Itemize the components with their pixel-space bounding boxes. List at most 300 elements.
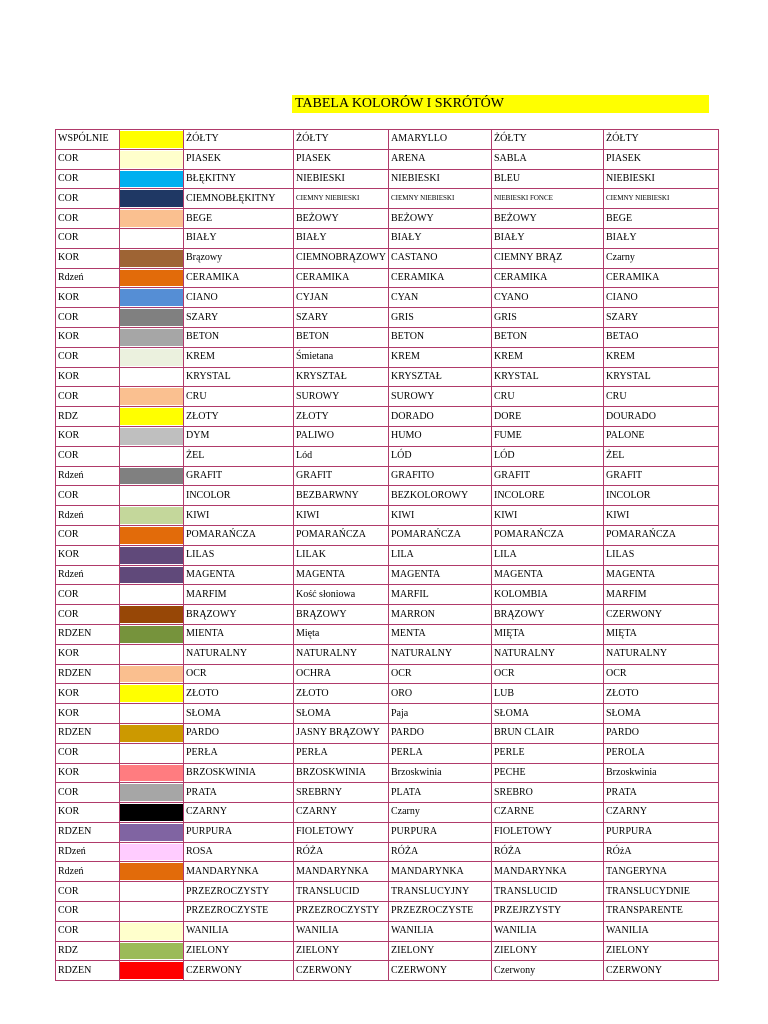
name-cell-c1: PRZEZROCZYSTY	[184, 882, 294, 902]
name-cell-c3: CASTANO	[389, 248, 492, 268]
name-cell-c1: SŁOMA	[184, 704, 294, 724]
name-cell-c1: LILAS	[184, 545, 294, 565]
table-row	[56, 902, 719, 922]
table-row	[56, 803, 719, 823]
name-cell-c5: SZARY	[604, 308, 719, 328]
color-swatch	[120, 646, 183, 663]
color-swatch-cell	[120, 684, 184, 704]
name-cell-c2: CIEMNOBRĄZOWY	[294, 248, 389, 268]
name-cell-c4: FUME	[492, 426, 604, 446]
table-row	[56, 585, 719, 605]
name-cell-c2: BRĄZOWY	[294, 605, 389, 625]
name-cell-c3: PARDO	[389, 723, 492, 743]
name-cell-c5: TANGERYNA	[604, 862, 719, 882]
color-swatch	[120, 270, 183, 287]
color-table	[55, 129, 719, 981]
name-cell-c4: SŁOMA	[492, 704, 604, 724]
name-cell-c2: PERŁA	[294, 743, 389, 763]
color-swatch-cell	[120, 228, 184, 248]
color-swatch-cell	[120, 149, 184, 169]
name-cell-c5: NIEBIESKI	[604, 169, 719, 189]
name-cell-c4: ZIELONY	[492, 941, 604, 961]
table-row	[56, 525, 719, 545]
name-cell-c5: CRU	[604, 387, 719, 407]
code-cell: RDZEN	[56, 822, 120, 842]
name-cell-c2: ZIELONY	[294, 941, 389, 961]
color-swatch-cell	[120, 941, 184, 961]
name-cell-c2: RÓŻA	[294, 842, 389, 862]
table-row	[56, 466, 719, 486]
name-cell-c4: PERLE	[492, 743, 604, 763]
name-cell-c4: MIĘTA	[492, 624, 604, 644]
name-cell-c2: WANILIA	[294, 921, 389, 941]
color-swatch	[120, 171, 183, 188]
table-row	[56, 783, 719, 803]
color-swatch-cell	[120, 585, 184, 605]
name-cell-c4: OCR	[492, 664, 604, 684]
name-cell-c3: CZERWONY	[389, 961, 492, 981]
name-cell-c5: BEGE	[604, 209, 719, 229]
name-cell-c3: Paja	[389, 704, 492, 724]
name-cell-c2: SZARY	[294, 308, 389, 328]
table-row	[56, 327, 719, 347]
name-cell-c2: Lód	[294, 446, 389, 466]
name-cell-c4: BIAŁY	[492, 228, 604, 248]
name-cell-c1: CZERWONY	[184, 961, 294, 981]
name-cell-c5: CERAMIKA	[604, 268, 719, 288]
table-row	[56, 743, 719, 763]
code-cell: Rdzeń	[56, 862, 120, 882]
name-cell-c3: MARRON	[389, 605, 492, 625]
name-cell-c2: ŻÓŁTY	[294, 130, 389, 150]
code-cell: COR	[56, 783, 120, 803]
color-swatch	[120, 131, 183, 148]
name-cell-c4: KIWI	[492, 506, 604, 526]
code-cell: COR	[56, 228, 120, 248]
color-swatch	[120, 468, 183, 485]
table-row	[56, 426, 719, 446]
name-cell-c1: CIEMNOBŁĘKITNY	[184, 189, 294, 209]
name-cell-c5: PEROLA	[604, 743, 719, 763]
name-cell-c5: RÓżA	[604, 842, 719, 862]
color-swatch	[120, 844, 183, 861]
code-cell: RDZEN	[56, 723, 120, 743]
name-cell-c4: LÓD	[492, 446, 604, 466]
name-cell-c4: POMARAŃCZA	[492, 525, 604, 545]
name-cell-c3: NATURALNY	[389, 644, 492, 664]
name-cell-c5: KRYSTAL	[604, 367, 719, 387]
code-cell: KOR	[56, 545, 120, 565]
name-cell-c3: NIEBIESKI	[389, 169, 492, 189]
name-cell-c5: BETAO	[604, 327, 719, 347]
code-cell: COR	[56, 149, 120, 169]
color-swatch-cell	[120, 921, 184, 941]
name-cell-c4: WANILIA	[492, 921, 604, 941]
color-swatch	[120, 507, 183, 524]
name-cell-c3: OCR	[389, 664, 492, 684]
color-swatch-cell	[120, 288, 184, 308]
name-cell-c3: MANDARYNKA	[389, 862, 492, 882]
color-swatch-cell	[120, 169, 184, 189]
color-swatch-cell	[120, 822, 184, 842]
code-cell: COR	[56, 585, 120, 605]
code-cell: WSPÓLNIE	[56, 130, 120, 150]
code-cell: KOR	[56, 763, 120, 783]
color-swatch	[120, 765, 183, 782]
name-cell-c2: KRYSZTAŁ	[294, 367, 389, 387]
table-row	[56, 486, 719, 506]
name-cell-c2: TRANSLUCID	[294, 882, 389, 902]
name-cell-c2: CIEMNY NIEBIESKI	[294, 189, 389, 209]
name-cell-c5: CIANO	[604, 288, 719, 308]
name-cell-c3: GRAFITO	[389, 466, 492, 486]
color-swatch-cell	[120, 327, 184, 347]
color-swatch-cell	[120, 644, 184, 664]
name-cell-c5: POMARAŃCZA	[604, 525, 719, 545]
name-cell-c5: BIAŁY	[604, 228, 719, 248]
table-row	[56, 763, 719, 783]
name-cell-c2: SUROWY	[294, 387, 389, 407]
code-cell: COR	[56, 446, 120, 466]
name-cell-c5: ŻÓŁTY	[604, 130, 719, 150]
name-cell-c4: ŻÓŁTY	[492, 130, 604, 150]
table-row	[56, 308, 719, 328]
color-swatch-cell	[120, 961, 184, 981]
name-cell-c1: BRĄZOWY	[184, 605, 294, 625]
name-cell-c1: ŻÓŁTY	[184, 130, 294, 150]
color-swatch-cell	[120, 426, 184, 446]
color-swatch	[120, 626, 183, 643]
color-swatch-cell	[120, 387, 184, 407]
name-cell-c5: ŻEL	[604, 446, 719, 466]
color-swatch	[120, 289, 183, 306]
color-swatch	[120, 527, 183, 544]
color-swatch-cell	[120, 902, 184, 922]
name-cell-c3: LILA	[389, 545, 492, 565]
name-cell-c2: NATURALNY	[294, 644, 389, 664]
table-row	[56, 209, 719, 229]
name-cell-c5: DOURADO	[604, 407, 719, 427]
name-cell-c2: CERAMIKA	[294, 268, 389, 288]
color-swatch-cell	[120, 268, 184, 288]
name-cell-c3: MENTA	[389, 624, 492, 644]
table-row	[56, 723, 719, 743]
name-cell-c4: GRAFIT	[492, 466, 604, 486]
color-swatch-cell	[120, 248, 184, 268]
name-cell-c2: NIEBIESKI	[294, 169, 389, 189]
name-cell-c3: RÓŻA	[389, 842, 492, 862]
page-title: TABELA KOLORÓW I SKRÓTÓW	[292, 95, 709, 113]
code-cell: COR	[56, 387, 120, 407]
name-cell-c2: BIAŁY	[294, 228, 389, 248]
name-cell-c4: NATURALNY	[492, 644, 604, 664]
color-swatch	[120, 349, 183, 366]
name-cell-c5: Czarny	[604, 248, 719, 268]
table-row	[56, 130, 719, 150]
name-cell-c3: HUMO	[389, 426, 492, 446]
name-cell-c1: MIENTA	[184, 624, 294, 644]
name-cell-c3: KIWI	[389, 506, 492, 526]
color-swatch-cell	[120, 704, 184, 724]
code-cell: COR	[56, 347, 120, 367]
color-swatch-cell	[120, 466, 184, 486]
name-cell-c3: GRIS	[389, 308, 492, 328]
name-cell-c3: BETON	[389, 327, 492, 347]
color-swatch-cell	[120, 506, 184, 526]
name-cell-c3: ORO	[389, 684, 492, 704]
name-cell-c4: KRYSTAL	[492, 367, 604, 387]
name-cell-c1: PIASEK	[184, 149, 294, 169]
name-cell-c1: ZIELONY	[184, 941, 294, 961]
name-cell-c1: CRU	[184, 387, 294, 407]
color-swatch	[120, 230, 183, 247]
table-row	[56, 506, 719, 526]
color-swatch	[120, 547, 183, 564]
table-row	[56, 921, 719, 941]
name-cell-c1: PERŁA	[184, 743, 294, 763]
table-row	[56, 644, 719, 664]
name-cell-c4: RÓŻA	[492, 842, 604, 862]
name-cell-c4: LILA	[492, 545, 604, 565]
name-cell-c2: GRAFIT	[294, 466, 389, 486]
table-row	[56, 684, 719, 704]
name-cell-c2: CYJAN	[294, 288, 389, 308]
name-cell-c2: ZŁOTO	[294, 684, 389, 704]
name-cell-c4: PRZEJRZYSTY	[492, 902, 604, 922]
code-cell: KOR	[56, 288, 120, 308]
table-row	[56, 822, 719, 842]
name-cell-c5: LILAS	[604, 545, 719, 565]
name-cell-c5: MIĘTA	[604, 624, 719, 644]
name-cell-c2: SŁOMA	[294, 704, 389, 724]
color-swatch-cell	[120, 624, 184, 644]
color-swatch-cell	[120, 803, 184, 823]
name-cell-c5: CZERWONY	[604, 605, 719, 625]
name-cell-c3: ZIELONY	[389, 941, 492, 961]
name-cell-c3: PURPURA	[389, 822, 492, 842]
name-cell-c4: BRUN CLAIR	[492, 723, 604, 743]
color-swatch	[120, 685, 183, 702]
name-cell-c3: SUROWY	[389, 387, 492, 407]
code-cell: Rdzeń	[56, 506, 120, 526]
name-cell-c4: PECHE	[492, 763, 604, 783]
name-cell-c3: KRYSZTAŁ	[389, 367, 492, 387]
name-cell-c3: PLATA	[389, 783, 492, 803]
code-cell: COR	[56, 921, 120, 941]
table-row	[56, 605, 719, 625]
name-cell-c3: TRANSLUCYJNY	[389, 882, 492, 902]
name-cell-c2: PIASEK	[294, 149, 389, 169]
code-cell: COR	[56, 486, 120, 506]
name-cell-c2: CZERWONY	[294, 961, 389, 981]
color-swatch-cell	[120, 763, 184, 783]
color-swatch	[120, 923, 183, 940]
name-cell-c5: OCR	[604, 664, 719, 684]
color-swatch-cell	[120, 862, 184, 882]
table-row	[56, 228, 719, 248]
table-row	[56, 268, 719, 288]
table-row	[56, 842, 719, 862]
table-row	[56, 169, 719, 189]
code-cell: KOR	[56, 426, 120, 446]
color-swatch-cell	[120, 882, 184, 902]
code-cell: COR	[56, 308, 120, 328]
color-swatch-cell	[120, 605, 184, 625]
color-swatch-cell	[120, 486, 184, 506]
name-cell-c3: CIEMNY NIEBIESKI	[389, 189, 492, 209]
color-swatch	[120, 329, 183, 346]
code-cell: RDZEN	[56, 961, 120, 981]
color-swatch-cell	[120, 664, 184, 684]
name-cell-c1: OCR	[184, 664, 294, 684]
name-cell-c1: BIAŁY	[184, 228, 294, 248]
name-cell-c4: CZARNE	[492, 803, 604, 823]
code-cell: COR	[56, 902, 120, 922]
name-cell-c4: BEŻOWY	[492, 209, 604, 229]
name-cell-c4: BRĄZOWY	[492, 605, 604, 625]
name-cell-c5: TRANSLUCYDNIE	[604, 882, 719, 902]
color-swatch	[120, 309, 183, 326]
name-cell-c1: ZŁOTY	[184, 407, 294, 427]
name-cell-c1: Brązowy	[184, 248, 294, 268]
code-cell: Rdzeń	[56, 268, 120, 288]
code-cell: KOR	[56, 644, 120, 664]
name-cell-c1: BETON	[184, 327, 294, 347]
table-row	[56, 248, 719, 268]
color-swatch-cell	[120, 842, 184, 862]
name-cell-c1: INCOLOR	[184, 486, 294, 506]
color-swatch	[120, 903, 183, 920]
code-cell: RDZEN	[56, 624, 120, 644]
name-cell-c1: SZARY	[184, 308, 294, 328]
name-cell-c2: PALIWO	[294, 426, 389, 446]
color-swatch	[120, 428, 183, 445]
code-cell: COR	[56, 209, 120, 229]
name-cell-c5: CZARNY	[604, 803, 719, 823]
name-cell-c1: PRZEZROCZYSTE	[184, 902, 294, 922]
color-swatch-cell	[120, 446, 184, 466]
table-row	[56, 387, 719, 407]
name-cell-c2: BETON	[294, 327, 389, 347]
color-swatch	[120, 190, 183, 207]
name-cell-c4: FIOLETOWY	[492, 822, 604, 842]
name-cell-c3: LÓD	[389, 446, 492, 466]
color-swatch	[120, 745, 183, 762]
name-cell-c1: MANDARYNKA	[184, 862, 294, 882]
name-cell-c4: BLEU	[492, 169, 604, 189]
color-swatch-cell	[120, 347, 184, 367]
name-cell-c3: AMARYLLO	[389, 130, 492, 150]
color-swatch	[120, 250, 183, 267]
name-cell-c1: MARFIM	[184, 585, 294, 605]
table-row	[56, 407, 719, 427]
name-cell-c5: TRANSPARENTE	[604, 902, 719, 922]
color-swatch	[120, 567, 183, 584]
name-cell-c5: KREM	[604, 347, 719, 367]
name-cell-c3: DORADO	[389, 407, 492, 427]
table-row	[56, 704, 719, 724]
name-cell-c1: KIWI	[184, 506, 294, 526]
name-cell-c3: KREM	[389, 347, 492, 367]
name-cell-c5: ZŁOTO	[604, 684, 719, 704]
name-cell-c3: PERLA	[389, 743, 492, 763]
name-cell-c5: Brzoskwinia	[604, 763, 719, 783]
name-cell-c4: KOLOMBIA	[492, 585, 604, 605]
name-cell-c1: BŁĘKITNY	[184, 169, 294, 189]
name-cell-c2: BRZOSKWINIA	[294, 763, 389, 783]
code-cell: KOR	[56, 803, 120, 823]
color-swatch-cell	[120, 209, 184, 229]
name-cell-c5: NATURALNY	[604, 644, 719, 664]
color-swatch	[120, 705, 183, 722]
color-swatch	[120, 962, 183, 979]
name-cell-c1: DYM	[184, 426, 294, 446]
name-cell-c2: JASNY BRĄZOWY	[294, 723, 389, 743]
code-cell: COR	[56, 605, 120, 625]
name-cell-c5: ZIELONY	[604, 941, 719, 961]
name-cell-c2: POMARAŃCZA	[294, 525, 389, 545]
color-swatch	[120, 388, 183, 405]
code-cell: COR	[56, 169, 120, 189]
table-row	[56, 149, 719, 169]
name-cell-c3: WANILIA	[389, 921, 492, 941]
color-swatch	[120, 824, 183, 841]
name-cell-c3: Brzoskwinia	[389, 763, 492, 783]
name-cell-c4: INCOLORE	[492, 486, 604, 506]
color-swatch-cell	[120, 743, 184, 763]
code-cell: COR	[56, 189, 120, 209]
name-cell-c4: MANDARYNKA	[492, 862, 604, 882]
name-cell-c1: PRATA	[184, 783, 294, 803]
name-cell-c4: GRIS	[492, 308, 604, 328]
name-cell-c2: MANDARYNKA	[294, 862, 389, 882]
code-cell: RDzeń	[56, 842, 120, 862]
name-cell-c4: MAGENTA	[492, 565, 604, 585]
name-cell-c2: KIWI	[294, 506, 389, 526]
name-cell-c1: BEGE	[184, 209, 294, 229]
code-cell: KOR	[56, 248, 120, 268]
name-cell-c2: MAGENTA	[294, 565, 389, 585]
name-cell-c2: FIOLETOWY	[294, 822, 389, 842]
name-cell-c5: CZERWONY	[604, 961, 719, 981]
name-cell-c4: CRU	[492, 387, 604, 407]
name-cell-c4: BETON	[492, 327, 604, 347]
name-cell-c5: PIASEK	[604, 149, 719, 169]
code-cell: COR	[56, 882, 120, 902]
name-cell-c1: POMARAŃCZA	[184, 525, 294, 545]
name-cell-c5: PURPURA	[604, 822, 719, 842]
name-cell-c3: MARFIL	[389, 585, 492, 605]
name-cell-c3: BEZKOLOROWY	[389, 486, 492, 506]
code-cell: RDZEN	[56, 664, 120, 684]
color-swatch-cell	[120, 783, 184, 803]
color-swatch	[120, 725, 183, 742]
name-cell-c3: CERAMIKA	[389, 268, 492, 288]
code-cell: RDZ	[56, 941, 120, 961]
name-cell-c3: MAGENTA	[389, 565, 492, 585]
color-swatch	[120, 606, 183, 623]
table-row	[56, 624, 719, 644]
color-swatch	[120, 943, 183, 960]
table-row	[56, 941, 719, 961]
color-swatch	[120, 210, 183, 227]
name-cell-c5: WANILIA	[604, 921, 719, 941]
name-cell-c2: BEŻOWY	[294, 209, 389, 229]
table-row	[56, 288, 719, 308]
color-swatch	[120, 448, 183, 465]
code-cell: RDZ	[56, 407, 120, 427]
table-row	[56, 565, 719, 585]
